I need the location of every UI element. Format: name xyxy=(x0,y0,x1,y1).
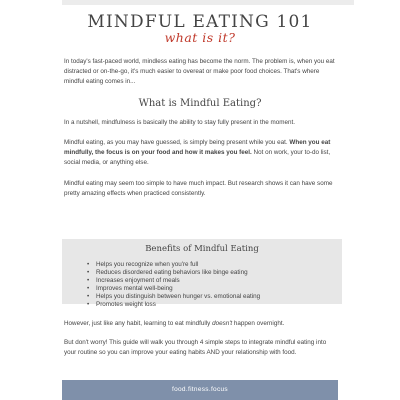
footer-bar xyxy=(62,380,338,400)
benefit-item: • Improves mental well-being xyxy=(87,285,260,293)
footer-text: food.fitness.focus xyxy=(172,386,228,393)
top-bar xyxy=(62,0,354,5)
page-title: MINDFUL EATING 101 xyxy=(87,12,313,32)
habit-text-emphasis: doesn't xyxy=(212,320,233,327)
page-subtitle: what is it? xyxy=(164,30,236,45)
definition-paragraph: In a nutshell, mindfulness is basically the ability to stay fully present in the moment. xyxy=(64,119,295,126)
intro-paragraph: In today's fast-paced world, mindless eating has become the norm. The problem is, when you eat distracted or on-the-go, it's much easier to overeat or make poor food choices. That's where mindful eating comes in... xyxy=(64,58,335,85)
present-text-start: Mindful eating, as you may have guessed, is simply being present while you eat. xyxy=(64,139,288,146)
guide-paragraph: But don't worry! This guide will walk you through 4 simple steps to integrate mindful eating into your routine so you can improve your eating habits AND your relationship with food. xyxy=(64,339,327,356)
benefits-title: Benefits of Mindful Eating xyxy=(145,244,259,254)
benefit-item: • Helps you recognize when you're full xyxy=(87,261,260,269)
benefit-item: • Increases enjoyment of meals xyxy=(87,277,260,285)
benefits-list xyxy=(87,261,260,309)
habit-paragraph xyxy=(64,319,340,329)
habit-text-end: happen overnight. xyxy=(233,320,285,327)
present-paragraph xyxy=(64,138,340,168)
benefit-item: • Helps you distinguish between hunger vs. emotional eating xyxy=(87,293,260,301)
habit-text-start: However, just like any habit, learning to eat mindfully xyxy=(64,320,211,327)
benefit-item: • Reduces disordered eating behaviors like binge eating xyxy=(87,269,260,277)
section-heading: What is Mindful Eating? xyxy=(138,98,262,109)
benefits-box xyxy=(62,239,342,308)
present-text-end: Not on work, your to-do list, social media, or anything else. xyxy=(64,149,331,166)
impact-paragraph: Mindful eating may seem too simple to have much impact. But research shows it can have some pretty amazing effects when practiced consistently. xyxy=(64,180,333,197)
benefit-item: • Promotes weight loss xyxy=(87,301,260,309)
present-text-bold: When you eat mindfully, the focus is on your food and how it makes you feel. xyxy=(64,139,331,156)
